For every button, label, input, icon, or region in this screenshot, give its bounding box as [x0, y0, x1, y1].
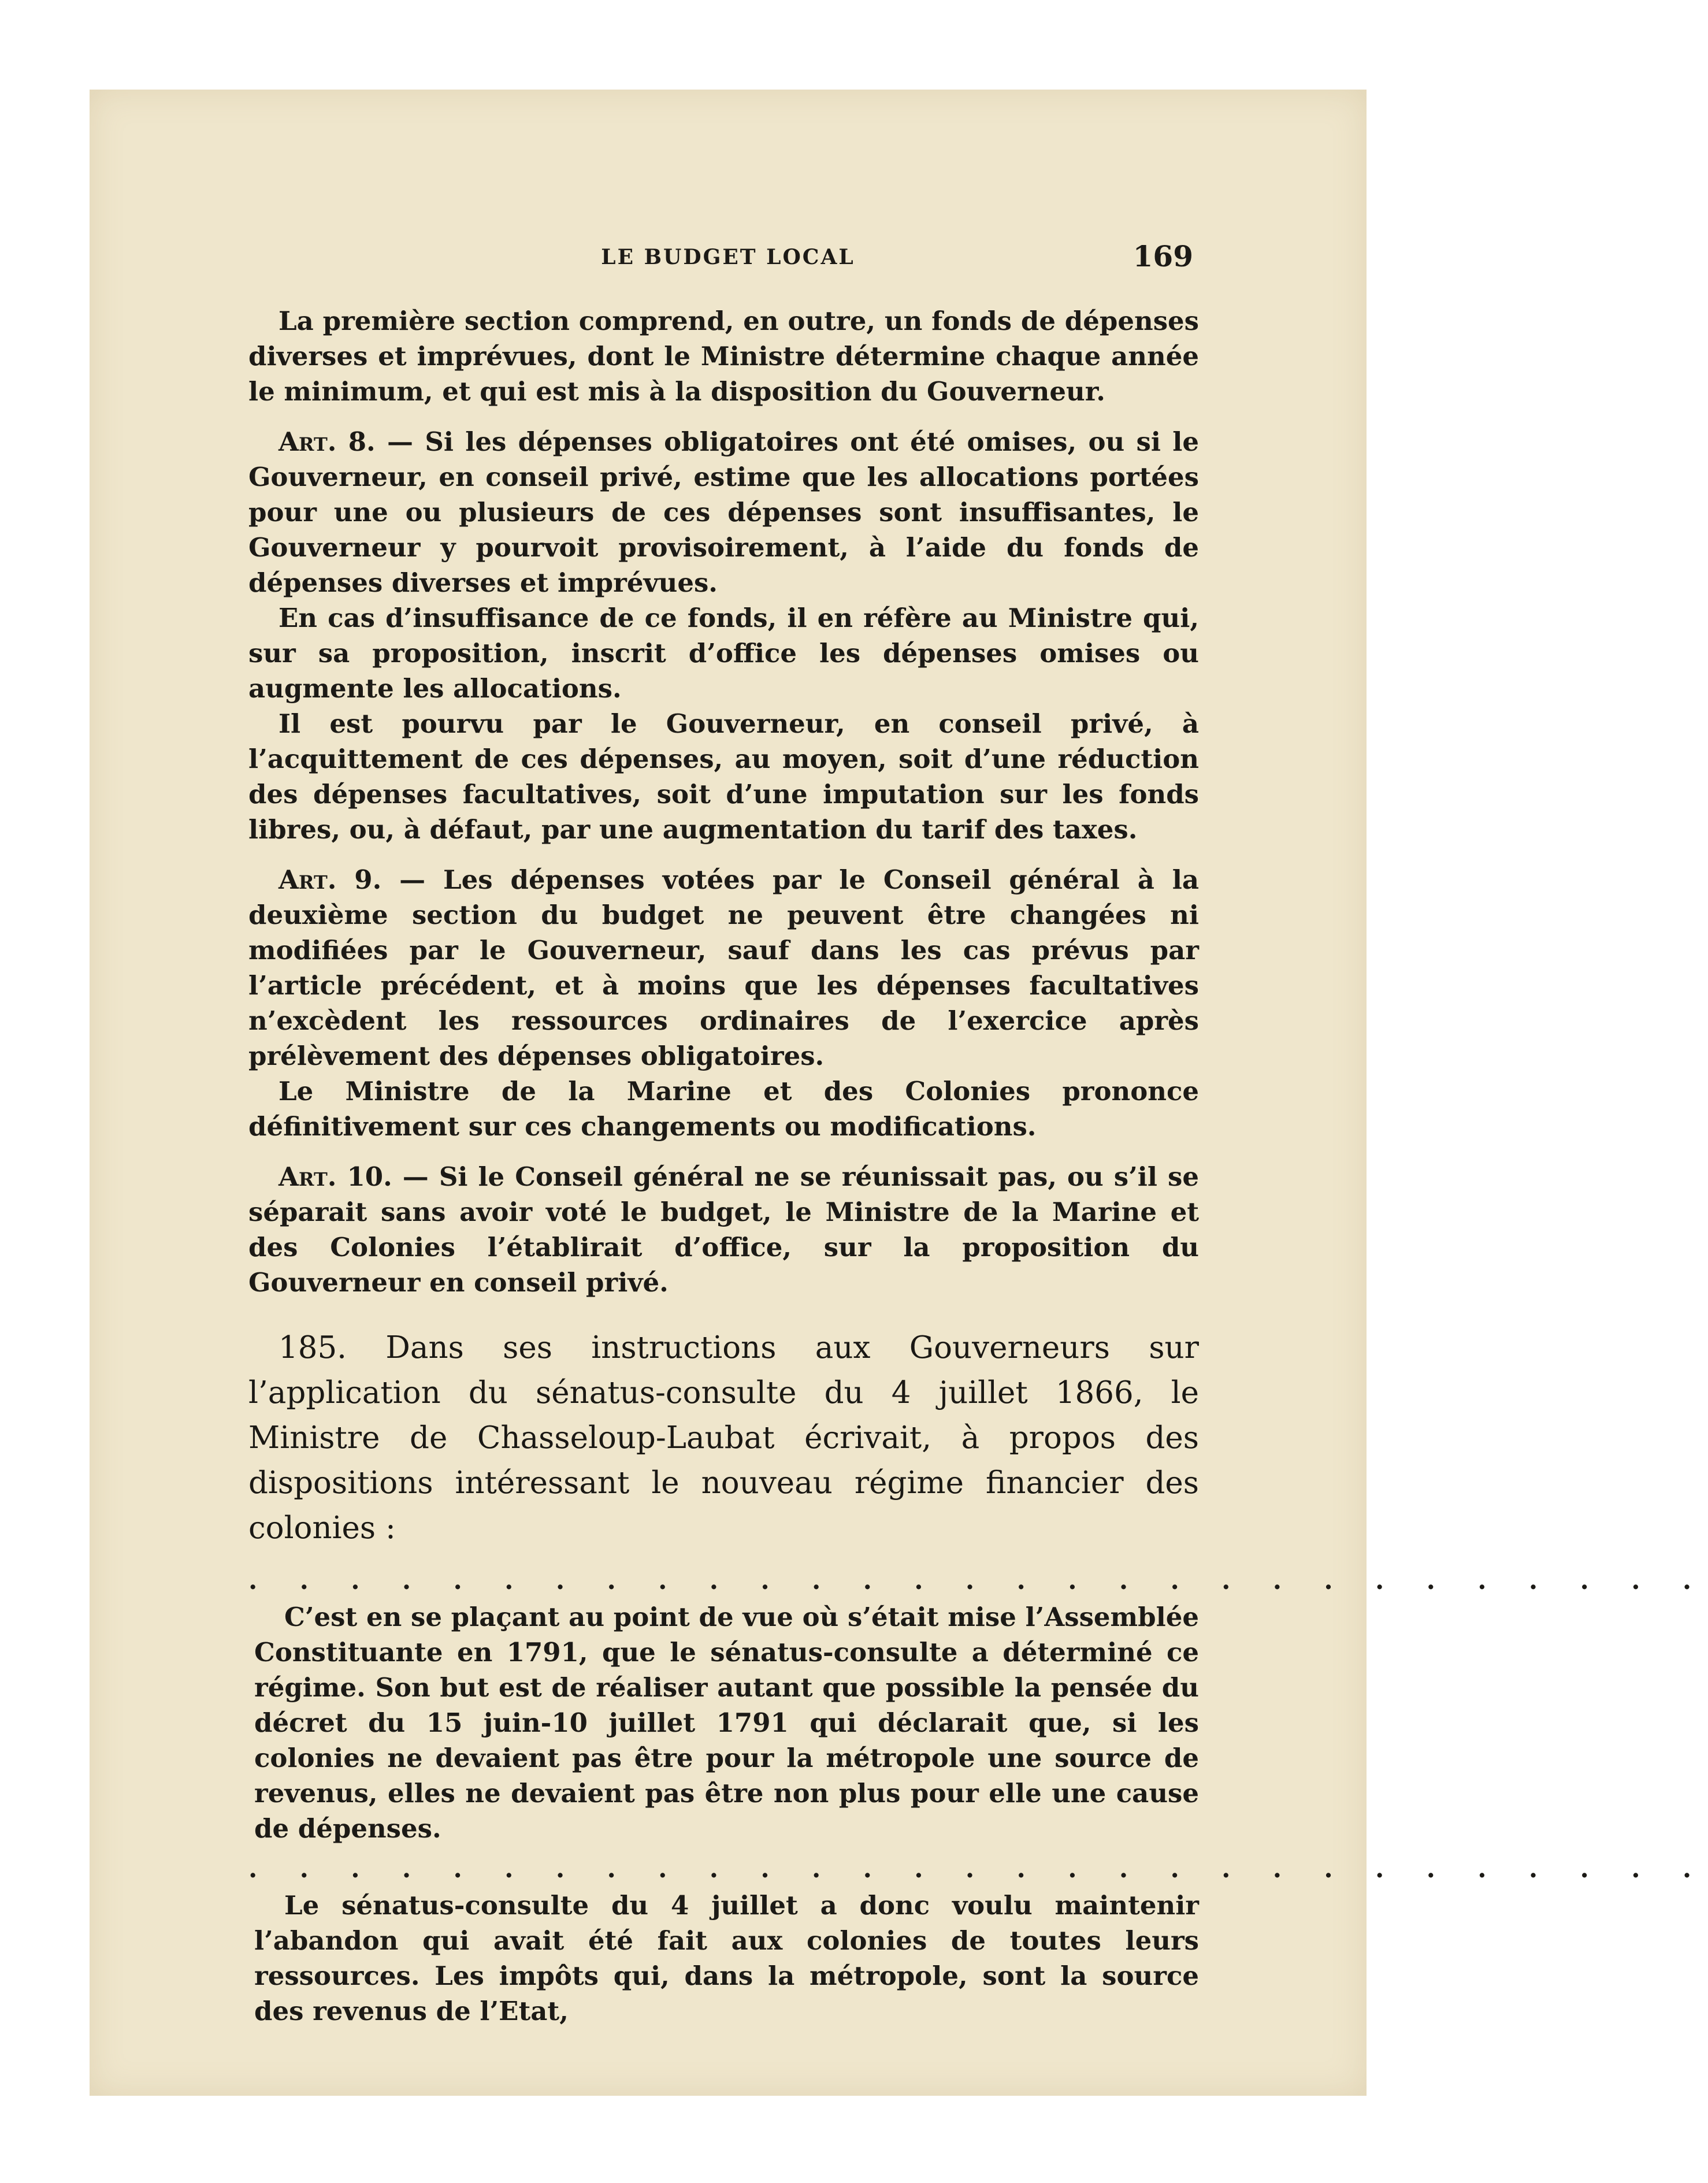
running-title: LE BUDGET LOCAL: [601, 245, 855, 269]
ellipsis-separator-1: . . . . . . . . . . . . . . . . . . . . . . . . . . . . .: [248, 1566, 1708, 1595]
article-10-label: Art. 10.: [279, 1161, 392, 1192]
article-8-text: — Si les dépenses obligatoires ont été omises, ou si le Gouverneur, en conseil privé, estime que les allocations portées pour une ou plusieurs de ces dépenses sont insuffisantes, le Gouverneur y pourvoit provisoirement, à l’aide du fonds de dépenses diverses et imprévues.: [248, 426, 1199, 598]
quote-paragraph-2: Le sénatus-consulte du 4 juillet a donc voulu maintenir l’abandon qui avait été fait aux colonies de toutes leurs ressources. Les impôts qui, dans la métropole, sont la source des revenus de l’Etat,: [254, 1890, 1199, 2026]
page-number: 169: [1133, 239, 1193, 273]
article-9: [248, 862, 1199, 1074]
quotation-block-2: [248, 1888, 1199, 2029]
paragraph-insuffisance: En cas d’insuffisance de ce fonds, il en réfère au Ministre qui, sur sa proposition, inscrit d’office les dépenses omises ou augmente les allocations.: [248, 603, 1199, 704]
article-8-label: Art. 8.: [279, 426, 376, 457]
article-10-text: — Si le Conseil général ne se réunissait pas, ou s’il se séparait sans avoir voté le budget, le Ministre de la Marine et des Colonies l’établirait d’office, sur la proposition du Gouverneur en conseil privé.: [248, 1161, 1199, 1298]
article-9-text: — Les dépenses votées par le Conseil général à la deuxième section du budget ne peuvent être changées ni modifiées par le Gouverneur, sauf dans les cas prévus par l’article précédent, et à moins que les dépenses facultatives n’excèdent les ressources ordinaires de l’exercice après prélèvement des dépenses obligatoires.: [248, 864, 1199, 1071]
paragraph-acquittement: Il est pourvu par le Gouverneur, en conseil privé, à l’acquittement de ces dépenses, au moyen, soit d’une réduction des dépenses facultatives, soit d’une imputation sur les fonds libres, ou, à défaut, par une augmentation du tarif des taxes.: [248, 708, 1199, 845]
paragraph-first-section: La première section comprend, en outre, un fonds de dépenses diverses et imprévues, dont le Ministre détermine chaque année le minimum, et qui est mis à la disposition du Gouverneur.: [248, 306, 1199, 407]
page-body: [248, 303, 1708, 2029]
page-header: [90, 237, 1367, 277]
article-10: [248, 1159, 1199, 1300]
book-page: [90, 90, 1708, 2096]
paragraph-185: 185. Dans ses instructions aux Gouverneurs sur l’application du sénatus-consulte du 4 juillet 1866, le Ministre de Chasseloup-Laubat écrivait, à propos des dispositions intéressant le nouveau régime financier des colonies :: [248, 1330, 1199, 1546]
article-8: [248, 424, 1199, 600]
quotation-block: [248, 1599, 1199, 1846]
article-9-label: Art. 9.: [279, 864, 382, 895]
ellipsis-separator-2: . . . . . . . . . . . . . . . . . . . . . . . . . . . . .: [248, 1854, 1708, 1884]
quote-paragraph-1: C’est en se plaçant au point de vue où s’était mise l’Assemblée Constituante en 1791, que le sénatus-consulte a déterminé ce régime. Son but est de réaliser autant que possible la pensée du décret du 15 juin-10 juillet 1791 qui déclarait que, si les colonies ne devaient pas être pour la métropole une source de revenus, elles ne devaient pas être non plus pour elle une cause de dépenses.: [254, 1602, 1199, 1844]
paragraph-ministre-prononce: Le Ministre de la Marine et des Colonies prononce définitivement sur ces changements ou modifications.: [248, 1076, 1199, 1142]
